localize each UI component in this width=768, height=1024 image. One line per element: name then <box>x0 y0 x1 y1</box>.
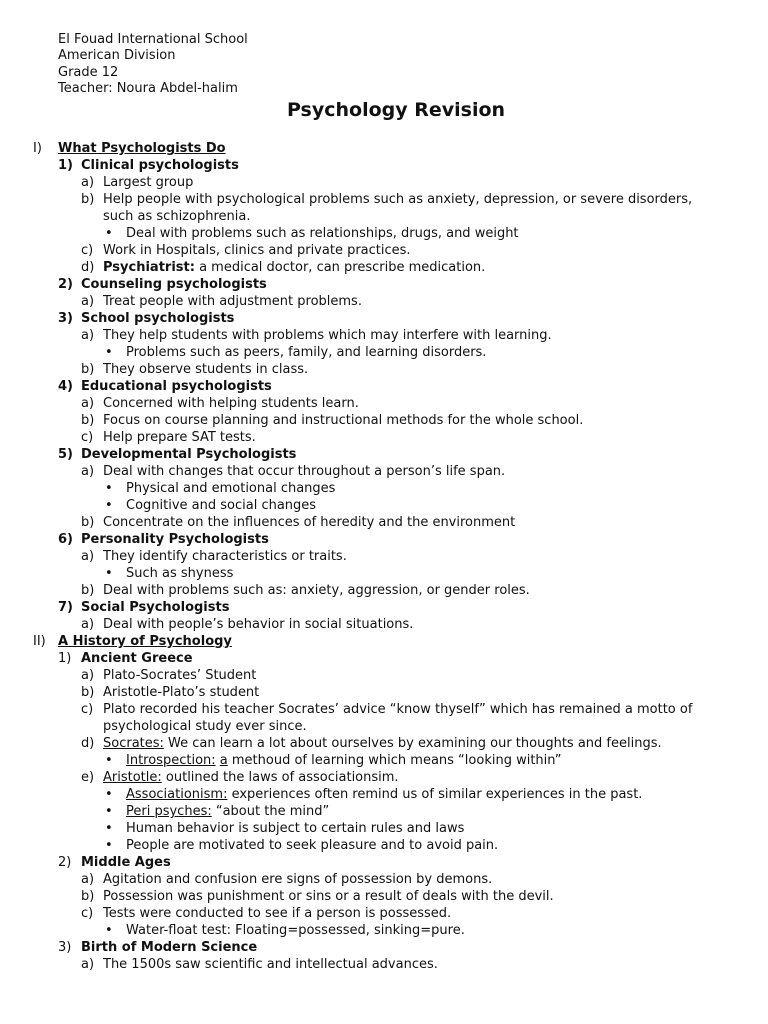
underlined-term: Associationism: <box>126 787 228 802</box>
line-text <box>103 327 552 344</box>
list-item <box>0 956 768 973</box>
list-marker: 2) <box>58 277 73 292</box>
text-segment: Physical and emotional changes <box>126 481 336 496</box>
list-marker: • <box>105 923 113 938</box>
text-segment: They observe students in class. <box>103 362 309 377</box>
subsection-heading <box>0 310 768 327</box>
line-text <box>103 208 250 225</box>
bold-term: Psychiatrist: <box>103 260 195 275</box>
line-text <box>103 242 411 259</box>
text-segment: Human behavior is subject to certain rules and laws <box>126 821 465 836</box>
text-segment: Deal with people’s behavior in social situations. <box>103 617 414 632</box>
list-marker: a) <box>81 957 95 972</box>
line-text <box>103 429 256 446</box>
list-marker: II) <box>33 634 46 649</box>
line-text <box>126 837 498 854</box>
line-text <box>126 820 464 837</box>
list-item <box>0 667 768 684</box>
list-marker: c) <box>81 702 94 717</box>
line-text <box>103 548 347 565</box>
list-marker: a) <box>81 328 95 343</box>
list-marker: b) <box>81 583 95 598</box>
subsection-heading <box>0 599 768 616</box>
bold-term: Counseling psychologists <box>81 277 267 292</box>
list-marker: 7) <box>58 600 73 615</box>
text-segment: Aristotle-Plato’s student <box>103 685 260 700</box>
list-marker: 6) <box>58 532 73 547</box>
text-segment: Problems such as peers, family, and learning disorders. <box>126 345 487 360</box>
list-item <box>0 582 768 599</box>
text-segment: Deal with problems such as relationships, drugs, and weight <box>126 226 519 241</box>
text-segment: such as schizophrenia. <box>103 209 251 224</box>
line-text <box>81 599 229 616</box>
list-marker: • <box>105 838 113 853</box>
bold-term: Ancient Greece <box>81 651 193 666</box>
line-text <box>126 922 465 939</box>
line-text <box>58 140 226 157</box>
page-title: Psychology Revision <box>286 99 506 121</box>
line-text <box>81 446 296 463</box>
line-text <box>126 786 642 803</box>
bullet-item <box>0 803 768 820</box>
list-item <box>0 888 768 905</box>
bold-term: Educational psychologists <box>81 379 272 394</box>
list-item <box>0 174 768 191</box>
line-text <box>126 344 486 361</box>
list-marker: • <box>105 753 113 768</box>
list-marker: I) <box>33 141 42 156</box>
subsection-heading <box>0 650 768 667</box>
text-segment: Deal with problems such as: anxiety, aggression, or gender roles. <box>103 583 530 598</box>
line-text <box>58 633 232 650</box>
line-text <box>81 310 234 327</box>
bold-term: School psychologists <box>81 311 235 326</box>
list-marker: • <box>105 481 113 496</box>
text-segment: Concerned with helping students learn. <box>103 396 359 411</box>
line-text <box>81 531 269 548</box>
subsection-heading <box>0 157 768 174</box>
underlined-term: What Psychologists Do <box>58 141 226 156</box>
underlined-term: Peri psyches: <box>126 804 212 819</box>
text-segment: Cognitive and social changes <box>126 498 317 513</box>
list-marker: • <box>105 498 113 513</box>
list-marker: b) <box>81 515 95 530</box>
list-item <box>0 395 768 412</box>
line-text <box>103 684 259 701</box>
list-marker: a) <box>81 294 95 309</box>
text-segment: outlined the laws of associationsim. <box>161 770 399 785</box>
line-text <box>81 939 257 956</box>
document-header <box>58 32 248 97</box>
line-text <box>126 752 562 769</box>
subsection-heading <box>0 854 768 871</box>
underlined-term: Aristotle: <box>103 770 162 785</box>
list-marker: 3) <box>58 940 72 955</box>
line-text <box>103 463 505 480</box>
line-text <box>103 956 438 973</box>
line-text <box>103 718 307 735</box>
line-text <box>103 412 583 429</box>
list-marker: 2) <box>58 855 72 870</box>
line-text <box>103 259 485 276</box>
bullet-item <box>0 565 768 582</box>
line-text <box>126 225 519 242</box>
list-marker: c) <box>81 906 94 921</box>
section-heading <box>0 633 768 650</box>
text-segment: They help students with problems which may interfere with learning. <box>103 328 552 343</box>
list-item <box>0 429 768 446</box>
line-text <box>103 191 692 208</box>
text-segment: Help prepare SAT tests. <box>103 430 256 445</box>
bold-term: Developmental Psychologists <box>81 447 297 462</box>
list-marker: b) <box>81 889 95 904</box>
list-marker: 1) <box>58 651 72 666</box>
list-item <box>0 242 768 259</box>
text-segment: methoud of learning which means “looking within” <box>227 753 562 768</box>
list-marker: 4) <box>58 379 73 394</box>
text-segment: We can learn a lot about ourselves by examining our thoughts and feelings. <box>163 736 662 751</box>
revision-outline <box>0 140 768 973</box>
text-segment: They identify characteristics or traits. <box>103 549 347 564</box>
list-item <box>0 361 768 378</box>
subsection-heading <box>0 446 768 463</box>
text-segment: Largest group <box>103 175 194 190</box>
list-item <box>0 191 768 208</box>
grade-label: Grade 12 <box>58 64 119 80</box>
bold-term: Clinical psychologists <box>81 158 239 173</box>
text-segment: Plato-Socrates’ Student <box>103 668 257 683</box>
line-text <box>126 803 329 820</box>
list-item <box>0 327 768 344</box>
list-marker: 3) <box>58 311 73 326</box>
list-marker: d) <box>81 736 95 751</box>
text-segment: Plato recorded his teacher Socrates’ advice “know thyself” which has remained a motto of <box>103 702 693 717</box>
bullet-item <box>0 786 768 803</box>
list-marker: a) <box>81 617 95 632</box>
list-item-continuation <box>0 718 768 735</box>
text-segment: Work in Hospitals, clinics and private practices. <box>103 243 411 258</box>
list-marker: • <box>105 345 113 360</box>
subsection-heading <box>0 531 768 548</box>
bold-term: Personality Psychologists <box>81 532 269 547</box>
subsection-heading <box>0 276 768 293</box>
text-segment: Deal with changes that occur throughout a person’s life span. <box>103 464 506 479</box>
list-item <box>0 905 768 922</box>
list-marker: • <box>105 566 113 581</box>
text-segment: Agitation and confusion ere signs of possession by demons. <box>103 872 493 887</box>
text-segment: Concentrate on the influences of heredity and the environment <box>103 515 516 530</box>
list-item <box>0 463 768 480</box>
text-segment: Tests were conducted to see if a person is possessed. <box>103 906 452 921</box>
school-name: El Fouad International School <box>58 32 248 47</box>
text-segment: Help people with psychological problems such as anxiety, depression, or severe disorders, <box>103 192 693 207</box>
underlined-term: A History of Psychology <box>58 634 232 649</box>
list-item-continuation <box>0 208 768 225</box>
section-heading <box>0 140 768 157</box>
list-marker: a) <box>81 396 95 411</box>
list-marker: a) <box>81 872 95 887</box>
bullet-item <box>0 752 768 769</box>
bullet-item <box>0 837 768 854</box>
line-text <box>81 650 193 667</box>
line-text <box>81 378 272 395</box>
text-segment: Focus on course planning and instructional methods for the whole school. <box>103 413 584 428</box>
line-text <box>81 157 239 174</box>
list-item <box>0 701 768 718</box>
list-marker: c) <box>81 430 94 445</box>
text-segment: The 1500s saw scientific and intellectual advances. <box>103 957 438 972</box>
text-segment: psychological study ever since. <box>103 719 307 734</box>
list-marker: 5) <box>58 447 73 462</box>
underlined-term: Socrates: <box>103 736 164 751</box>
line-text <box>103 905 451 922</box>
line-text <box>103 701 692 718</box>
subsection-heading <box>0 378 768 395</box>
list-item <box>0 293 768 310</box>
bold-term: Birth of Modern Science <box>81 940 258 955</box>
teacher-name: Teacher: Noura Abdel-halim <box>58 80 238 96</box>
list-marker: • <box>105 787 113 802</box>
list-marker: • <box>105 821 113 836</box>
list-marker: c) <box>81 243 94 258</box>
line-text <box>103 174 193 191</box>
list-item <box>0 616 768 633</box>
list-marker: d) <box>81 260 95 275</box>
line-text <box>103 395 359 412</box>
list-marker: • <box>105 804 113 819</box>
list-marker: a) <box>81 668 95 683</box>
list-marker: a) <box>81 549 95 564</box>
list-marker: • <box>105 226 113 241</box>
text-segment: People are motivated to seek pleasure and to avoid pain. <box>126 838 499 853</box>
line-text <box>103 667 256 684</box>
list-item <box>0 412 768 429</box>
subsection-heading <box>0 939 768 956</box>
list-item <box>0 735 768 752</box>
text-segment: Water-float test: Floating=possessed, sinking=pure. <box>126 923 465 938</box>
list-marker: b) <box>81 362 95 377</box>
bullet-item <box>0 344 768 361</box>
list-marker: b) <box>81 413 95 428</box>
line-text <box>81 276 267 293</box>
line-text <box>103 293 362 310</box>
bold-term: Middle Ages <box>81 855 171 870</box>
bullet-item <box>0 497 768 514</box>
underlined-term: a <box>219 753 228 768</box>
line-text <box>103 871 492 888</box>
line-text <box>126 480 335 497</box>
line-text <box>126 497 316 514</box>
line-text <box>103 616 413 633</box>
list-item <box>0 259 768 276</box>
bold-term: Social Psychologists <box>81 600 230 615</box>
list-marker: b) <box>81 192 95 207</box>
bullet-item <box>0 480 768 497</box>
list-marker: a) <box>81 175 95 190</box>
bullet-item <box>0 225 768 242</box>
text-segment: a medical doctor, can prescribe medication. <box>194 260 486 275</box>
list-marker: e) <box>81 770 95 785</box>
text-segment: Such as shyness <box>126 566 234 581</box>
line-text <box>81 854 171 871</box>
list-item <box>0 769 768 786</box>
list-item <box>0 684 768 701</box>
list-item <box>0 871 768 888</box>
line-text <box>103 361 308 378</box>
text-segment: Possession was punishment or sins or a result of deals with the devil. <box>103 889 554 904</box>
list-marker: a) <box>81 464 95 479</box>
division-name: American Division <box>58 48 176 64</box>
line-text <box>103 888 554 905</box>
bullet-item <box>0 820 768 837</box>
list-item <box>0 514 768 531</box>
list-item <box>0 548 768 565</box>
line-text <box>103 735 662 752</box>
text-segment: Treat people with adjustment problems. <box>103 294 362 309</box>
line-text <box>103 514 515 531</box>
text-segment: “about the mind” <box>211 804 330 819</box>
underlined-term: Introspection: <box>126 753 216 768</box>
list-marker: 1) <box>58 158 73 173</box>
line-text <box>103 582 530 599</box>
bullet-item <box>0 922 768 939</box>
line-text <box>126 565 233 582</box>
line-text <box>103 769 399 786</box>
list-marker: b) <box>81 685 95 700</box>
text-segment: experiences often remind us of similar experiences in the past. <box>227 787 643 802</box>
